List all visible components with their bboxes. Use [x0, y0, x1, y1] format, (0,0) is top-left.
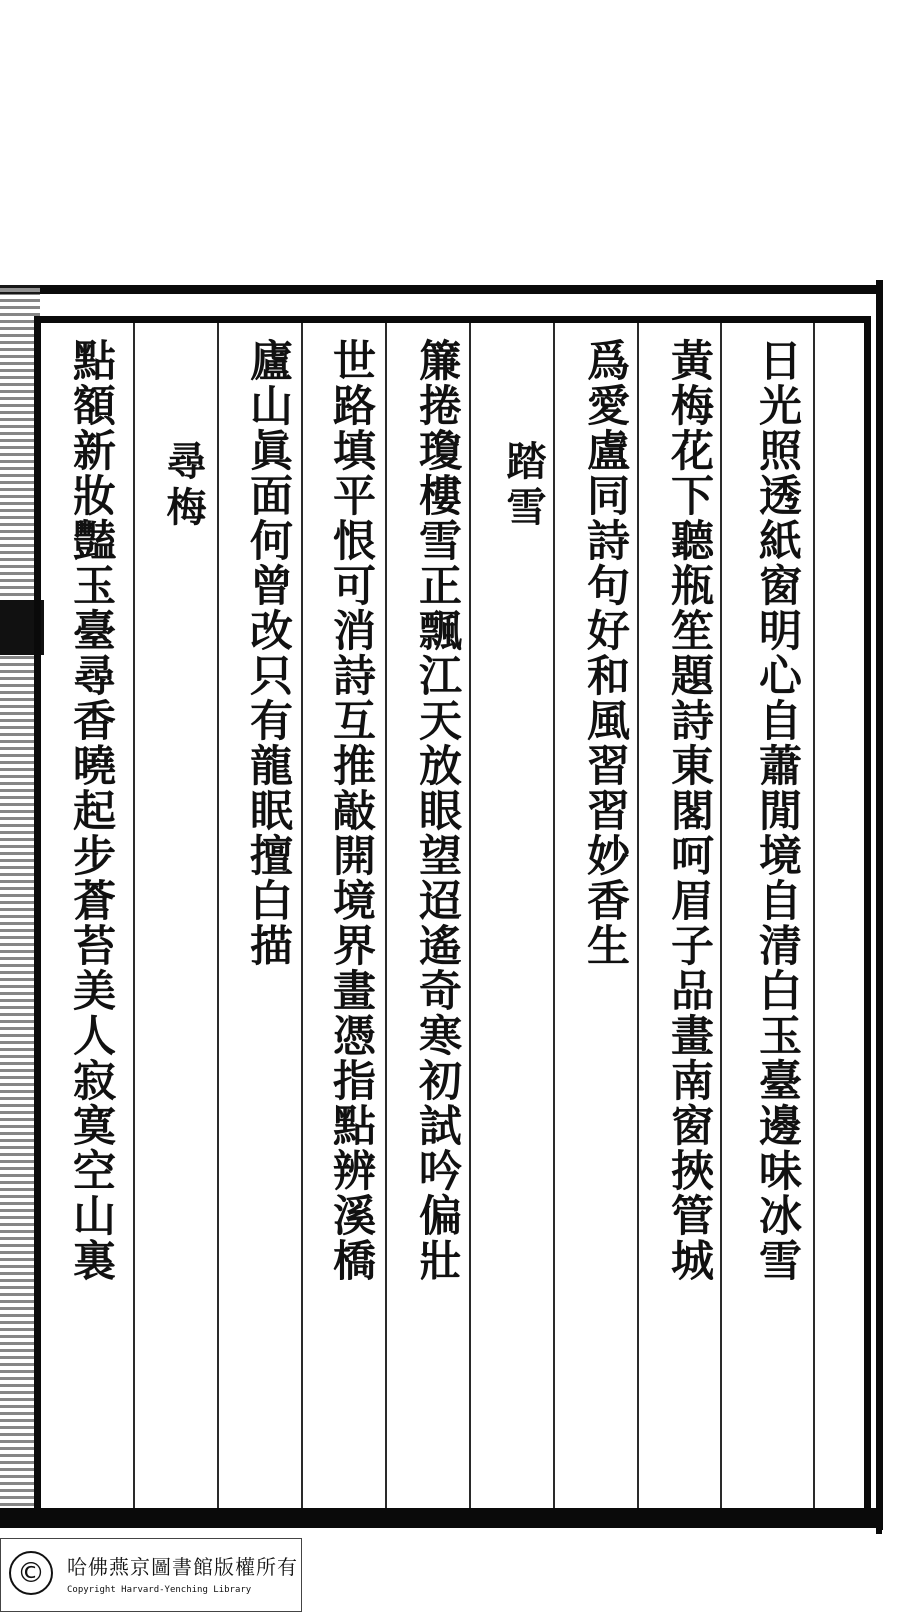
- frame-bottom-rule: [0, 1508, 880, 1528]
- column-rule: [217, 323, 219, 1508]
- copyright-icon: ©: [9, 1551, 53, 1595]
- copyright-watermark: [0, 1538, 302, 1612]
- column-rule: [720, 323, 722, 1508]
- text-column: 日光照透紙窗明心自蕭閒境自清白玉臺邊味冰雪: [752, 338, 802, 1283]
- poem-title: 尋梅: [160, 440, 207, 532]
- watermark-chinese: 哈佛燕京圖書館版權所有: [67, 1555, 298, 1579]
- column-rule: [637, 323, 639, 1508]
- text-column: 世路填平恨可消詩互推敲開境界畫憑指點辨溪橋: [326, 338, 376, 1283]
- column-rule: [301, 323, 303, 1508]
- column-rule: [553, 323, 555, 1508]
- column-rule: [469, 323, 471, 1508]
- text-column: 黃梅花下聽瓶笙題詩東閣呵眉子品畫南窗挾管城: [664, 338, 714, 1283]
- column-rule: [385, 323, 387, 1508]
- column-rule: [813, 323, 815, 1508]
- column-rule: [133, 323, 135, 1508]
- watermark-english: Copyright Harvard-Yenching Library: [67, 1585, 252, 1595]
- text-column: 點額新妝豔玉臺尋香曉起步蒼苔美人寂寞空山裏: [66, 338, 116, 1283]
- poem-title: 踏雪: [500, 440, 547, 532]
- text-column: 廬山眞面何曾改只有龍眠擅白描: [243, 338, 293, 968]
- text-column: 爲愛盧同詩句好和風習習妙香生: [580, 338, 630, 968]
- text-column: 簾捲瓊樓雪正飄江天放眼望迢遙奇寒初試吟偏壯: [412, 338, 462, 1283]
